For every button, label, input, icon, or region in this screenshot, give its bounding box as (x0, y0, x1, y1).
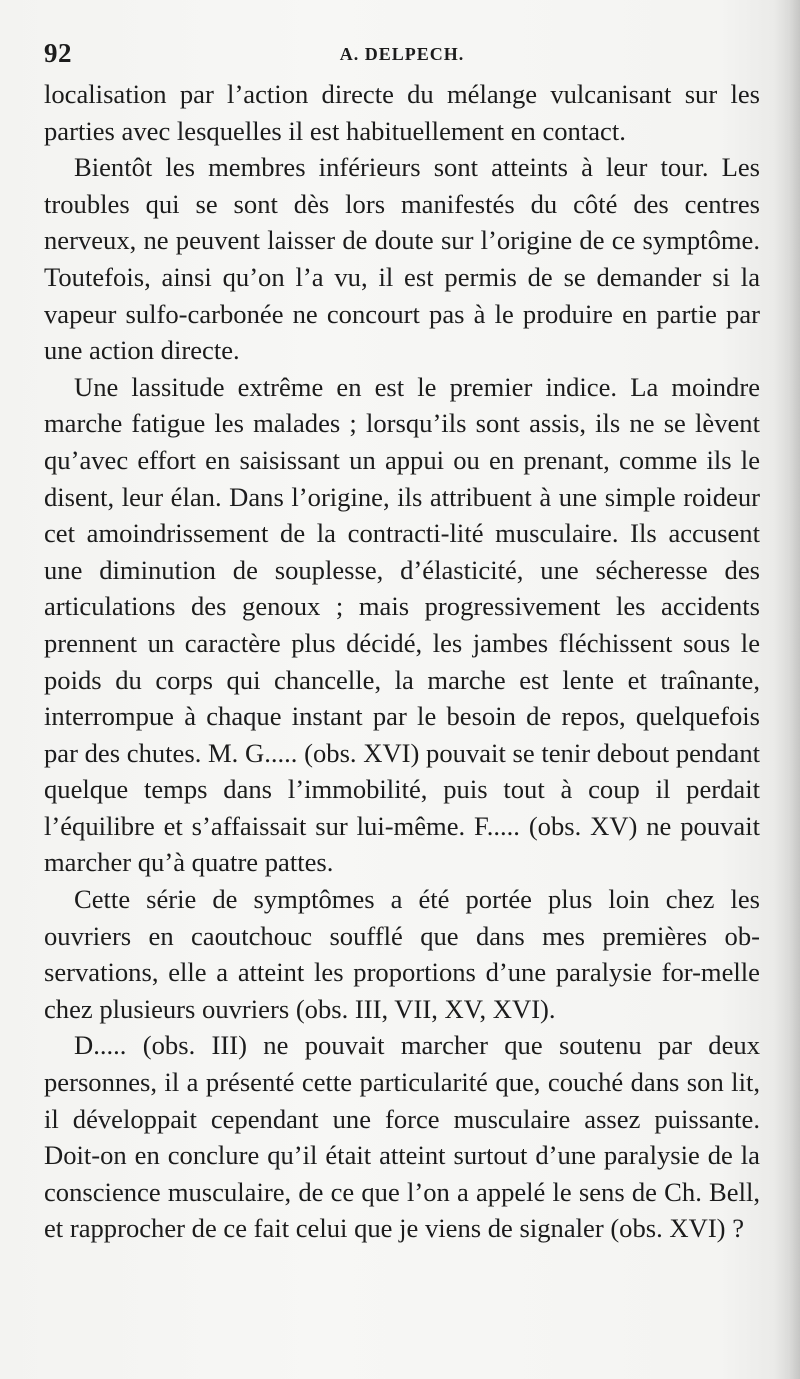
body-text (44, 76, 760, 1247)
running-head: A. DELPECH. (339, 44, 465, 64)
page-header (44, 38, 760, 78)
paragraph: Bientôt les membres inférieurs sont atteints à leur tour. Les troubles qui se sont dès lors manifestés du côté des centres nerveux, ne peuvent laisser de doute sur l’origine de ce symptôme. Toutefois, ainsi qu’on l’a vu, il est permis de se demander si la vapeur sulfo-carbonée ne concourt pas à le produire en partie par une action directe. (44, 152, 760, 366)
paragraph: D..... (obs. III) ne pouvait marcher que soutenu par deux personnes, il a présenté cette particularité que, couché dans son lit, il développait cependant une force musculaire assez puissante. Doit-on en conclure qu’il était atteint surtout d’une paralysie de la conscience musculaire, de ce que l’on a appelé le sens de Ch. Bell, et rapprocher de ce fait celui que je viens de signaler (obs. XVI) ? (44, 1030, 760, 1244)
page-edge-shadow (774, 0, 800, 1379)
paragraph-continued: localisation par l’action directe du mélange vulcanisant sur les parties avec lesquelles il est habituellement en contact. (44, 79, 760, 146)
page-number: 92 (44, 38, 72, 68)
paragraph: Une lassitude extrême en est le premier indice. La moindre marche fatigue les malades ; lorsqu’ils sont assis, ils ne se lèvent qu’avec effort en saisissant un appui ou en prenant, comme ils le disent, leur élan. Dans l’origine, ils attribuent à une simple roideur cet amoindrissement de la contracti-lité musculaire. Ils accusent une diminution de souplesse, d’élasticité, une sécheresse des articulations des genoux ; mais progressivement les accidents prennent un caractère plus décidé, les jambes fléchissent sous le poids du corps qui chancelle, la marche est lente et traînante, interrompue à chaque instant par le besoin de repos, quelquefois par des chutes. M. G..... (obs. XVI) pouvait se tenir debout pendant quelque temps dans l’immobilité, puis tout à coup il perdait l’équilibre et s’affaissait sur lui-même. F..... (obs. XV) ne pouvait marcher qu’à quatre pattes. (44, 371, 760, 878)
paragraph: Cette série de symptômes a été portée plus loin chez les ouvriers en caoutchouc soufflé que dans mes premières ob-servations, elle a atteint les proportions d’une paralysie for-melle chez plusieurs ouvriers (obs. III, VII, XV, XVI). (44, 884, 760, 1024)
